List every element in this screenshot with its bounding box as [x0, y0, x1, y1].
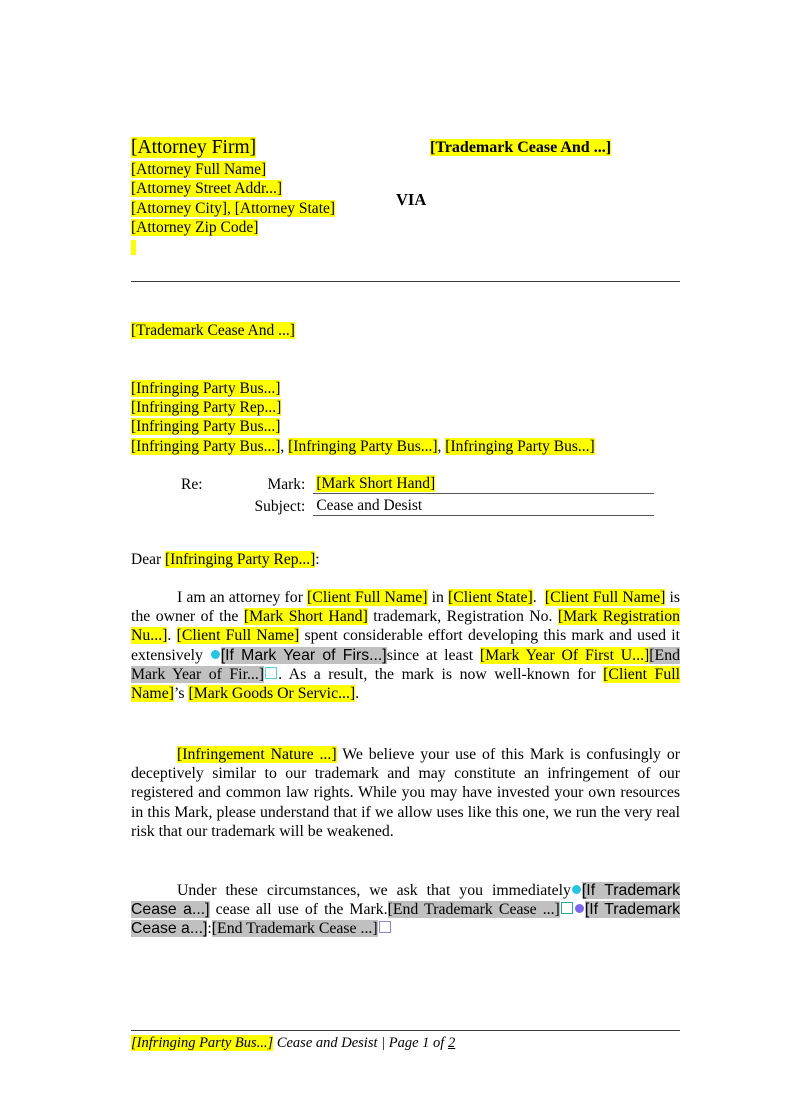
p3-text-2: cease all use of the Mark. [209, 901, 388, 919]
mark-label: Mark: [267, 475, 306, 493]
p1-text-11: . [355, 685, 360, 703]
subject-label: Subject: [254, 497, 306, 515]
p1-text-3: . [532, 589, 545, 606]
empty-highlight-marker [131, 240, 136, 255]
salutation-colon: : [315, 551, 320, 568]
client-state-field[interactable]: [Client State] [447, 589, 533, 606]
recipient-line-1[interactable] [131, 379, 691, 398]
p1-text-10: ’s [173, 685, 189, 703]
end-trademark-cease-field-1[interactable]: [End Trademark Cease ...] [387, 901, 560, 919]
subject-value-text: Cease and Desist [316, 497, 423, 514]
recipient-line-1-text: [Infringing Party Bus...] [131, 380, 281, 397]
footer-party-field[interactable]: [Infringing Party Bus...] [131, 1035, 274, 1051]
recipient-line-3-text: [Infringing Party Bus...] [131, 418, 281, 436]
conditional-end-square-icon [265, 667, 277, 679]
client-full-name-field-3[interactable]: [Client Full Name] [176, 627, 300, 645]
attorney-city-state-text: [Attorney City], [Attorney State] [131, 199, 336, 217]
p1-text-6: . [167, 627, 177, 645]
subject-value-field[interactable] [313, 494, 654, 516]
footer-page-total: 2 [447, 1035, 456, 1051]
footer-page-text: Page 1 of [388, 1035, 445, 1051]
footer-doc-type: Cease and Desist [276, 1035, 378, 1051]
client-full-name-field-2[interactable]: [Client Full Name] [544, 589, 666, 606]
letterhead-blank-line [131, 238, 461, 254]
p1-text-2: in [427, 589, 448, 606]
infringement-nature-field[interactable]: [Infringement Nature ...] [177, 746, 337, 763]
p1-text-1: I am an attorney for [177, 589, 308, 606]
p1-text-9: . As a result, the mark is now well-known for [278, 665, 604, 683]
p1-text-7: spent considerable effort developing this mark and used it extensively [131, 627, 680, 664]
document-title-text: [Trademark Cease And ...] [430, 139, 612, 156]
paragraph-introduction [131, 588, 680, 703]
if-trademark-cease-field-2[interactable]: [If Trademark Cease a...] [131, 901, 680, 938]
p2-body-text: We believe your use of this Mark is confusingly or deceptively similar to our trademark and may constitute an infringement of our registered and common law rights. While you may have invested your own resources in this Mark, please understand that if we allow uses like this one, we run the very real risk that our trademark will be weakened. [131, 746, 681, 840]
recipient-line-3[interactable] [131, 417, 691, 436]
subject-heading-field[interactable] [131, 322, 295, 340]
mark-goods-or-services-field[interactable]: [Mark Goods Or Servic...] [188, 685, 356, 703]
attorney-full-name-text: [Attorney Full Name] [131, 161, 267, 178]
salutation-line [131, 551, 320, 569]
mark-value-text: [Mark Short Hand] [316, 475, 436, 492]
attorney-zip-field[interactable] [131, 218, 461, 237]
conditional-start-dot-purple-icon [575, 904, 584, 913]
mark-year-first-use-field[interactable]: [Mark Year Of First U...] [479, 646, 650, 664]
conditional-start-dot-icon [572, 885, 581, 894]
page-footer [131, 1035, 455, 1052]
recipient-city-text: [Infringing Party Bus...] [131, 437, 281, 455]
conditional-end-square-icon [561, 902, 573, 914]
attorney-firm-text: [Attorney Firm] [131, 137, 257, 158]
header-divider [131, 281, 680, 282]
re-table [181, 472, 654, 516]
re-block [181, 472, 654, 516]
p1-text-5: trademark, Registration No. [367, 608, 558, 626]
mark-short-hand-field[interactable]: [Mark Short Hand] [243, 608, 368, 626]
re-row-mark [181, 472, 654, 494]
delivery-method-label: VIA [396, 190, 427, 209]
end-trademark-cease-field-2[interactable]: [End Trademark Cease ...] [211, 920, 378, 938]
attorney-full-name-field[interactable] [131, 160, 461, 179]
recipient-line-2[interactable] [131, 398, 691, 417]
subject-heading-text: [Trademark Cease And ...] [131, 322, 295, 339]
recipient-zip-text: [Infringing Party Bus...] [445, 437, 595, 455]
re-label: Re: [181, 475, 203, 493]
salutation-recipient-field[interactable]: [Infringing Party Rep...] [165, 551, 316, 568]
p1-text-4: is the owner of the [131, 589, 681, 626]
attorney-zip-text: [Attorney Zip Code] [131, 219, 259, 237]
conditional-end-square-purple-icon [379, 921, 391, 933]
if-trademark-cease-field-1[interactable]: [If Trademark Cease a...] [131, 882, 680, 919]
mark-value-field[interactable] [313, 472, 654, 494]
end-mark-year-first-use-field[interactable]: [End Mark Year of Fir...] [131, 646, 680, 683]
attorney-street-text: [Attorney Street Addr...] [131, 180, 283, 198]
recipient-state-text: [Infringing Party Bus...] [288, 437, 438, 455]
client-full-name-field-1[interactable]: [Client Full Name] [307, 589, 428, 606]
conditional-start-dot-icon [211, 650, 220, 659]
mark-registration-number-field[interactable]: [Mark Registration Nu...] [131, 608, 681, 645]
attorney-firm-field[interactable] [131, 136, 461, 160]
p1-text-8: since at least [386, 646, 480, 664]
footer-divider [131, 1030, 680, 1031]
re-row-subject [181, 494, 654, 516]
p3-text-1: Under these circumstances, we ask that you immediately [177, 882, 571, 899]
if-mark-year-first-use-field[interactable]: [If Mark Year of Firs...] [220, 646, 387, 664]
paragraph-demand [131, 881, 680, 939]
recipient-line-2-text: [Infringing Party Rep...] [131, 399, 282, 417]
footer-separator: | [381, 1035, 386, 1051]
salutation-greeting: Dear [131, 551, 162, 568]
recipient-line-4[interactable]: [Infringing Party Bus...], [Infringing Party Bus...], [Infringing Party Bus...] [131, 437, 595, 455]
recipient-address-block [131, 379, 691, 456]
paragraph-infringement [131, 745, 680, 841]
p3-text-3: : [207, 920, 212, 938]
re-label-spacer [181, 494, 255, 516]
client-full-name-field-4[interactable]: [Client Full Name] [131, 665, 680, 703]
document-title-field[interactable] [430, 139, 611, 157]
